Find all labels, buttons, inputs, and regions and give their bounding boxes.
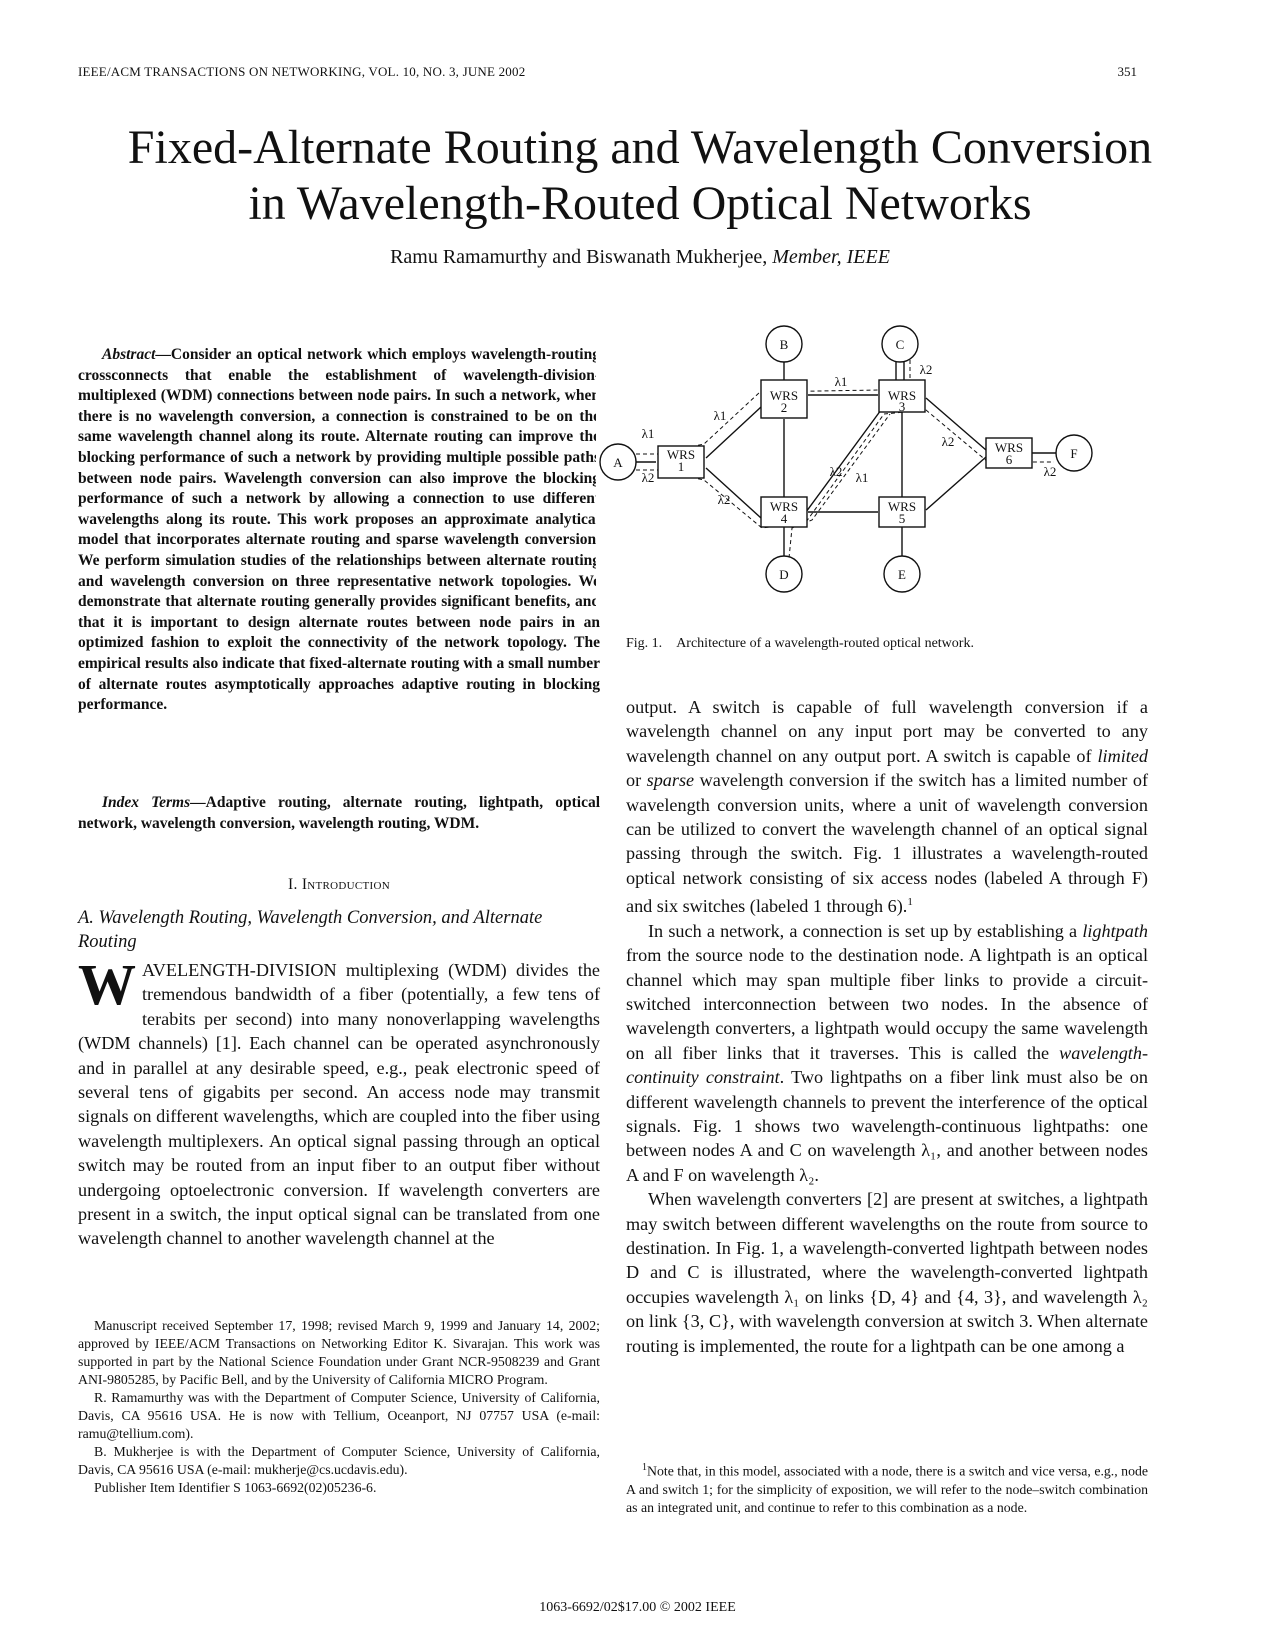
switch-1-number: 1	[677, 459, 685, 474]
switch-1-label: WRS	[666, 447, 696, 462]
lambda-label-6-f: λ2	[1043, 464, 1057, 479]
node-label-d: D	[779, 567, 789, 582]
figure-caption-text: Architecture of a wavelength-routed optical network.	[676, 636, 974, 651]
footnote-ramamurthy: R. Ramamurthy was with the Department of Computer Science, University of California, Davis, CA 95616 USA. He is now with Tellium, Oceanport, NJ 07757 USA (e-mail: ramu@tellium.com).	[78, 1390, 600, 1441]
author-line	[60, 246, 1220, 269]
figure-caption-label: Fig. 1.	[626, 636, 663, 651]
switch-2-label: WRS	[769, 388, 799, 403]
title-line-2: in Wavelength-Routed Optical Networks	[248, 177, 1032, 230]
switch-3-label: WRS	[887, 388, 917, 403]
link-wrs3-wrs6	[926, 398, 986, 450]
p2-constraint: wavelength-continuity constraint	[626, 1042, 1148, 1088]
right-column-body	[626, 695, 1148, 1358]
footnote-manuscript: Manuscript received September 17, 1998; revised March 9, 1999 and January 14, 2002; approved by IEEE/ACM Transactions on Networking Editor K. Sivarajan. This work was supported in part by the National Science Foundation under Grant NCR-9508239 and Grant ANI-9805285, by Pacific Bell, and by the University of California MICRO Program.	[78, 1318, 600, 1387]
switch-4-label: WRS	[769, 499, 799, 514]
link-wrs1-wrs4	[706, 468, 761, 518]
footnote-mukherjee: B. Mukherjee is with the Department of Computer Science, University of California, Davis, CA 95616 USA (e-mail: mukherje@cs.ucdavis.edu).	[78, 1444, 600, 1477]
node-label-b: B	[779, 337, 789, 352]
switch-4-number: 4	[780, 511, 788, 526]
switch-3-number: 3	[898, 399, 906, 414]
abstract	[78, 345, 600, 716]
lambda-label-4-3-left: λ2	[829, 464, 843, 479]
title-line-1: Fixed-Alternate Routing and Wavelength Conversion	[127, 121, 1153, 174]
p1-text-b: wavelength conversion if the switch has a limited number of wavelength conversion units, where a unit of wavelength conversion can be utilized to convert the wavelength channel of an optical signal passing through the switch. Fig. 1 illustrates a wavelength-routed optical network consisting of six access nodes (labeled A through F) and six switches (labeled 1 through 6).	[626, 770, 1148, 917]
p2-text-c: . Two lightpaths on a fiber link must also be on different wavelength channels to prevent the interference of the optical signals. Fig. 1 shows two wavelength-continuous lightpaths: one between nodes A and C on wavelength λ₁, and another between nodes A and F on wavelength λ₂.	[626, 1067, 1148, 1185]
paper-title	[60, 120, 1220, 232]
p1-text-a: output. A switch is capable of full wavelength conversion if a wavelength channel on any input port may be converted to any wavelength channel on any output port. A switch is capable of	[626, 697, 1148, 766]
lambda-label-1-4: λ2	[717, 492, 731, 507]
footnote-marker-1: 1	[907, 896, 913, 909]
node-label-f: F	[1070, 446, 1078, 461]
subsection-heading: A. Wavelength Routing, Wavelength Conversion, and Alternate Routing	[78, 908, 543, 952]
p1-or: or	[626, 770, 647, 791]
lambda-label-3-c: λ2	[919, 362, 933, 377]
journal-header: IEEE/ACM TRANSACTIONS ON NETWORKING, VOL. 10, NO. 3, JUNE 2002	[78, 64, 526, 79]
abstract-text: Consider an optical network which employs wavelength-routing crossconnects that enable the establishment of wavelength-division-multiplexed (WDM) connections between node pairs. In such a network, when there is no wavelength conversion, a connection is constrained to be on the same wavelength channel along its route. Alternate routing can improve the blocking performance of such a network by providing multiple possible paths between node pairs. Wavelength conversion can also improve the blocking performance of such a network by allowing a connection to use different wavelengths along its route. This work proposes an approximate analytical model that incorporates alternate routing and sparse wavelength conversion. We perform simulation studies of the relationships between alternate routing and wavelength conversion on three representative network topologies. We demonstrate that alternate routing generally provides significant benefits, and that it is important to design alternate routes between node pairs in an optimized fashion to exploit the connectivity of the network topology. The empirical results also indicate that fixed-alternate routing with a small number of alternate routes asymptotically approaches adaptive routing in blocking performance.	[78, 346, 600, 714]
drop-cap: W	[78, 952, 136, 1017]
intro-text: multiplexing (WDM) divides the tremendous bandwidth of a fiber (potentially, a few tens of terabits per second) into many nonoverlapping wavelengths (WDM channels) [1]. Each channel can be operated asynchronously and in parallel at any desirable speed, e.g., peak electronic speed of several tens of gigabits per second. An access node may transmit signals on different wavelengths, which are coupled into the fiber using wavelength multiplexers. An optical signal passing through an optical switch may be routed from an input fiber to an output fiber without undergoing optoelectronic conversion. If wavelength converters are present in a switch, the input optical signal can be translated from one wavelength channel to another wavelength channel at the	[78, 960, 600, 1249]
lambda-label-1-2: λ1	[713, 408, 727, 423]
right-paragraph-3: When wavelength converters [2] are present at switches, a lightpath may switch between different wavelengths on the route from source to destination. In Fig. 1, a wavelength-converted lightpath between nodes D and C is illustrated, where the wavelength-converted lightpath occupies wavelength λ₁ on links {D, 4} and {4, 3}, and wavelength λ₂ on link {3, C}, with wavelength conversion at switch 3. When alternate routing is implemented, the route for a lightpath can be one among a	[626, 1189, 1148, 1356]
link-wrs5-wrs6	[926, 457, 986, 510]
section-title: Introduction	[301, 876, 391, 893]
author-membership: Member, IEEE	[772, 246, 890, 268]
page-number: 351	[1117, 64, 1137, 79]
lambda-label-a-top: λ1	[641, 426, 655, 441]
right-paragraph-1	[626, 695, 1148, 919]
figure-1-diagram	[596, 322, 1116, 612]
lightpath-d-c	[789, 414, 890, 558]
abstract-label: Abstract	[102, 346, 156, 363]
switch-6-number: 6	[1005, 452, 1013, 467]
node-label-a: A	[613, 455, 623, 470]
footnote-publisher: Publisher Item Identifier S 1063-6692(02)05236-6.	[94, 1480, 377, 1495]
switch-5-number: 5	[898, 511, 906, 526]
p1-limited: limited	[1097, 745, 1148, 766]
switch-6-label: WRS	[994, 440, 1024, 455]
link-wrs4-wrs3	[806, 410, 881, 512]
node-label-c: C	[895, 337, 905, 352]
right-footnote	[626, 1459, 1148, 1517]
abstract-dash: —	[155, 346, 171, 363]
index-terms	[78, 793, 600, 834]
footnote-1-marker: 1	[642, 1462, 647, 1473]
right-paragraph-2	[626, 919, 1148, 1187]
footnote-1	[626, 1459, 1148, 1517]
section-number: I.	[287, 876, 298, 893]
p2-text-b: from the source node to the destination node. A lightpath is an optical channel which may span multiple fiber links to provide a circuit-switched interconnection between two nodes. In the absence of wavelength converters, a lightpath would occupy the same wavelength on all fiber links that it traverses. This is called the	[626, 945, 1148, 1063]
footnote-1-text: Note that, in this model, associated with a node, there is a switch and vice versa, e.g., node A and switch 1; for the simplicity of exposition, we will refer to the node–switch combination as an integrated unit, and continue to refer to this combination as a node.	[626, 1463, 1148, 1515]
intro-paragraph	[78, 952, 600, 1251]
p2-text-a: In such a network, a connection is set up by establishing a	[648, 920, 1083, 941]
switch-5-label: WRS	[887, 499, 917, 514]
figure-caption	[626, 636, 974, 652]
index-terms-dash: —	[190, 794, 206, 811]
lambda-label-4-3-right: λ1	[855, 470, 869, 485]
index-terms-label: Index Terms	[102, 794, 191, 811]
lambda-label-a-bottom: λ2	[641, 470, 655, 485]
left-footnotes	[78, 1317, 600, 1497]
p1-sparse: sparse	[646, 770, 695, 791]
section-heading	[78, 876, 600, 894]
author-names: Ramu Ramamurthy and Biswanath Mukherjee,	[390, 246, 768, 268]
p2-lightpath: lightpath	[1082, 920, 1148, 941]
lambda-label-2-3: λ1	[834, 374, 848, 389]
lightpath-a-c	[636, 390, 878, 454]
switch-2-number: 2	[780, 400, 788, 415]
index-terms-text: Adaptive routing, alternate routing, lightpath, optical network, wavelength conversion, wavelength routing, WDM.	[78, 794, 601, 832]
lambda-label-3-6: λ2	[941, 434, 955, 449]
copyright-footer: 1063-6692/02$17.00 © 2002 IEEE	[539, 1600, 736, 1615]
intro-first-word: AVELENGTH-DIVISION	[142, 960, 337, 980]
node-label-e: E	[898, 567, 906, 582]
